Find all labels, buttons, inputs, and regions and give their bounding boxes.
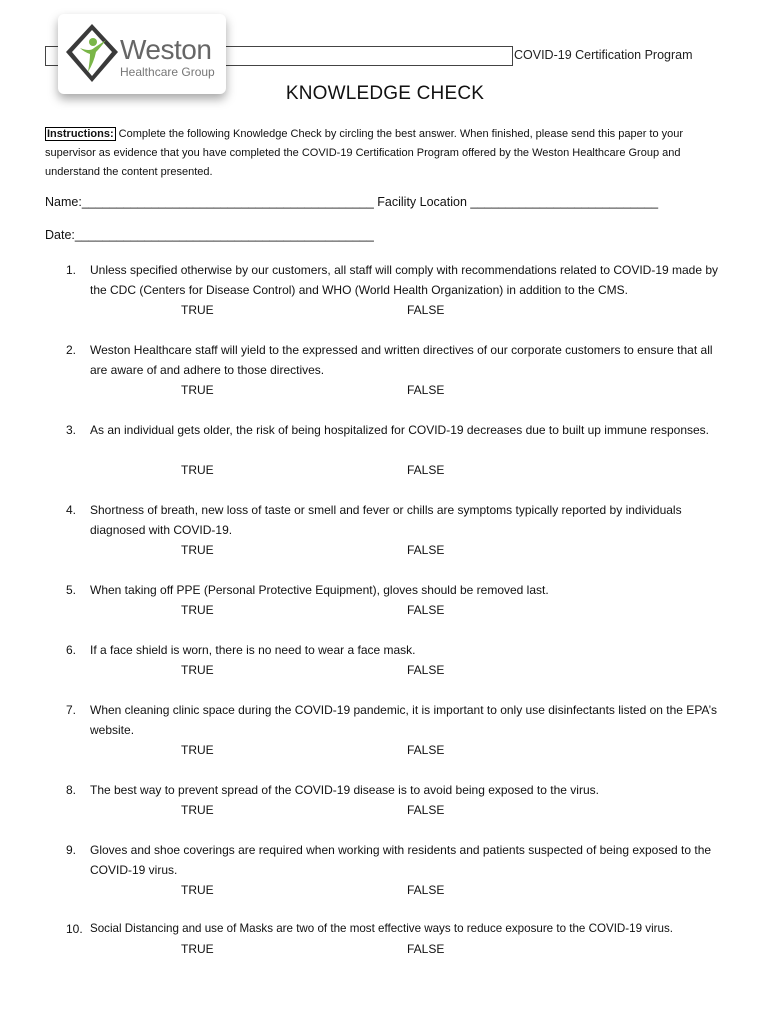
question-text: The best way to prevent spread of the COVID-19 disease is to avoid being exposed to the virus. bbox=[90, 783, 599, 797]
false-option[interactable]: FALSE bbox=[407, 383, 445, 397]
false-option[interactable]: FALSE bbox=[407, 883, 445, 897]
true-option[interactable]: TRUE bbox=[181, 663, 214, 677]
question-text: Unless specified otherwise by our customers, all staff will comply with recommendations related to COVID-19 made by the CDC (Centers for Disease Control) and WHO (World Health Organization) in addition to the CMS. bbox=[90, 263, 719, 297]
name-field[interactable]: Name:__________________________________________ bbox=[45, 195, 374, 209]
question-number: 8. bbox=[66, 783, 77, 797]
question-text: As an individual gets older, the risk of being hospitalized for COVID-19 decreases due to built up immune responses. bbox=[90, 423, 710, 437]
question-number: 4. bbox=[66, 503, 77, 517]
true-option[interactable]: TRUE bbox=[181, 743, 214, 757]
question-text: Shortness of breath, new loss of taste or smell and fever or chills are symptoms typically reported by individuals diagnosed with COVID-19. bbox=[90, 503, 682, 537]
question-number: 2. bbox=[66, 343, 77, 357]
true-option[interactable]: TRUE bbox=[181, 463, 214, 477]
question-text: When taking off PPE (Personal Protective Equipment), gloves should be removed last. bbox=[90, 583, 549, 597]
question-text: Social Distancing and use of Masks are two of the most effective ways to reduce exposure to the COVID-19 virus. bbox=[90, 922, 673, 935]
instructions-label: Instructions: bbox=[47, 128, 114, 140]
true-option[interactable]: TRUE bbox=[181, 603, 214, 617]
question-number: 1. bbox=[66, 263, 77, 277]
facility-field[interactable]: Facility Location ___________________________ bbox=[377, 195, 659, 209]
question-text: When cleaning clinic space during the COVID-19 pandemic, it is important to only use disinfectants listed on the EPA’s website. bbox=[90, 703, 717, 737]
date-field[interactable]: Date:___________________________________________ bbox=[45, 228, 374, 242]
false-option[interactable]: FALSE bbox=[407, 543, 445, 557]
program-title: COVID-19 Certification Program bbox=[514, 48, 693, 62]
true-option[interactable]: TRUE bbox=[181, 543, 214, 557]
question-number: 5. bbox=[66, 583, 77, 597]
true-option[interactable]: TRUE bbox=[181, 803, 214, 817]
question-text: Gloves and shoe coverings are required when working with residents and patients suspected of being exposed to the COVID-19 virus. bbox=[90, 843, 712, 877]
question-number: 3. bbox=[66, 423, 77, 437]
false-option[interactable]: FALSE bbox=[407, 303, 445, 317]
false-option[interactable]: FALSE bbox=[407, 942, 445, 956]
question-number: 10. bbox=[66, 922, 83, 936]
false-option[interactable]: FALSE bbox=[407, 603, 445, 617]
false-option[interactable]: FALSE bbox=[407, 743, 445, 757]
logo-figure-icon bbox=[64, 22, 120, 84]
true-option[interactable]: TRUE bbox=[181, 942, 214, 956]
true-option[interactable]: TRUE bbox=[181, 303, 214, 317]
instructions bbox=[45, 125, 725, 182]
false-option[interactable]: FALSE bbox=[407, 663, 445, 677]
logo-subtitle: Healthcare Group bbox=[120, 65, 215, 79]
false-option[interactable]: FALSE bbox=[407, 463, 445, 477]
true-option[interactable]: TRUE bbox=[181, 883, 214, 897]
page-title: KNOWLEDGE CHECK bbox=[285, 83, 485, 104]
question-number: 6. bbox=[66, 643, 77, 657]
false-option[interactable]: FALSE bbox=[407, 803, 445, 817]
logo-name: Weston bbox=[120, 34, 212, 65]
question-text: Weston Healthcare staff will yield to the expressed and written directives of our corporate customers to ensure that all are aware of and adhere to those directives. bbox=[90, 343, 713, 377]
instructions-text: Complete the following Knowledge Check by circling the best answer. When finished, please send this paper to your supervisor as evidence that you have completed the COVID-19 Certification Program offered by the Weston Healthcare Group and understand the content presented. bbox=[45, 128, 684, 178]
true-option[interactable]: TRUE bbox=[181, 383, 214, 397]
date-row bbox=[45, 228, 374, 242]
name-facility-row bbox=[45, 195, 658, 209]
logo bbox=[58, 14, 226, 94]
question-text: If a face shield is worn, there is no need to wear a face mask. bbox=[90, 643, 416, 657]
question-number: 7. bbox=[66, 703, 77, 717]
question-number: 9. bbox=[66, 843, 77, 857]
